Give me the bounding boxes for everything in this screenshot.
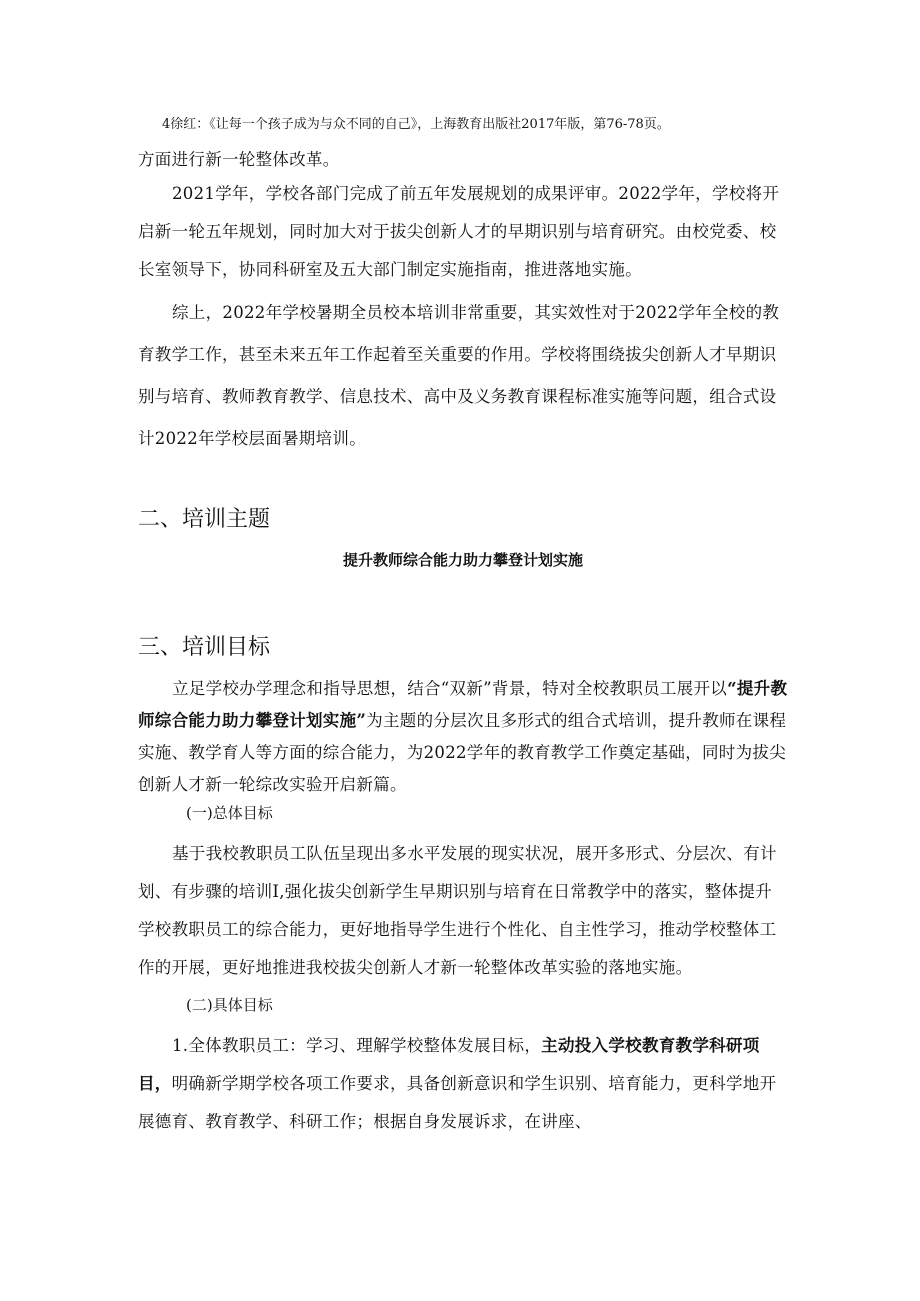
specific-goal-bold: 主动投入学校教育教学科研项目， <box>138 1036 760 1093</box>
specific-goal-text-cont: 明确新学期学校各项工作要求，具备创新意识和学生识别、培育能力，更科学地开展德育、教育教学、科研工作；根据自身发展诉求，在讲座、 <box>138 1074 777 1131</box>
goals-intro-text: 立足学校办学理念和指导思想，结合“双新”背景，特对全校教职员工展开以 <box>172 679 728 698</box>
goals-intro-text-cont: 为主题的分层次且多形式的组合式培训，提升教师在课程实施、教学育人等方面的综合能力，为2022学年的教育教学工作奠定基础，同时为拔尖创新人才新一轮综改实验开启新篇。 <box>138 711 787 794</box>
subheading-specific-goal: (二)具体目标 <box>186 996 273 1014</box>
subheading-overall-goal: (一)总体目标 <box>186 804 273 822</box>
paragraph-planning: 2021学年，学校各部门完成了前五年发展规划的成果评审。2022学年，学校将开启新一轮五年规划，同时加大对于拔尖创新人才的早期识别与培育研究。由校党委、校长室领导下，协同科研室及五大部门制定实施指南，推进落地实施。 <box>138 184 780 279</box>
paragraph-specific-goal <box>138 1027 788 1141</box>
training-theme-title: 提升教师综合能力助力攀登计划实施 <box>342 551 583 569</box>
specific-goal-text: 1.全体教职员工：学习、理解学校整体发展目标， <box>172 1036 542 1055</box>
paragraph-goals-intro <box>138 673 788 801</box>
paragraph-summary: 综上，2022年学校暑期全员校本培训非常重要，其实效性对于2022学年全校的教育教学工作，甚至未来五年工作起着至关重要的作用。学校将围绕拔尖创新人才早期识别与培育、教师教育教学、信息技术、高中及义务教育课程标准实施等问题，组合式设计2022年学校层面暑期培训。 <box>138 303 780 448</box>
section-heading-goals: 三、培训目标 <box>138 635 271 660</box>
footnote: 4徐红：《让每一个孩子成为与众不同的自己》，上海教育出版社2017年版，第76-78页。 <box>162 117 670 132</box>
continued-line: 方面进行新一轮整体改革。 <box>138 150 340 169</box>
goals-intro-theme-bold: “提升教师综合能力助力攀登计划实施” <box>138 679 788 730</box>
paragraph-overall-goal: 基于我校教职员工队伍呈现出多水平发展的现实状况，展开多形式、分层次、有计划、有步骤的培训I,强化拔尖创新学生早期识别与培育在日常教学中的落实，整体提升学校教职员工的综合能力，更好地指导学生进行个性化、自主性学习，推动学校整体工作的开展，更好地推进我校拔尖创新人才新一轮整体改革实验的落地实施。 <box>138 844 777 977</box>
section-heading-theme: 二、培训主题 <box>138 507 271 532</box>
